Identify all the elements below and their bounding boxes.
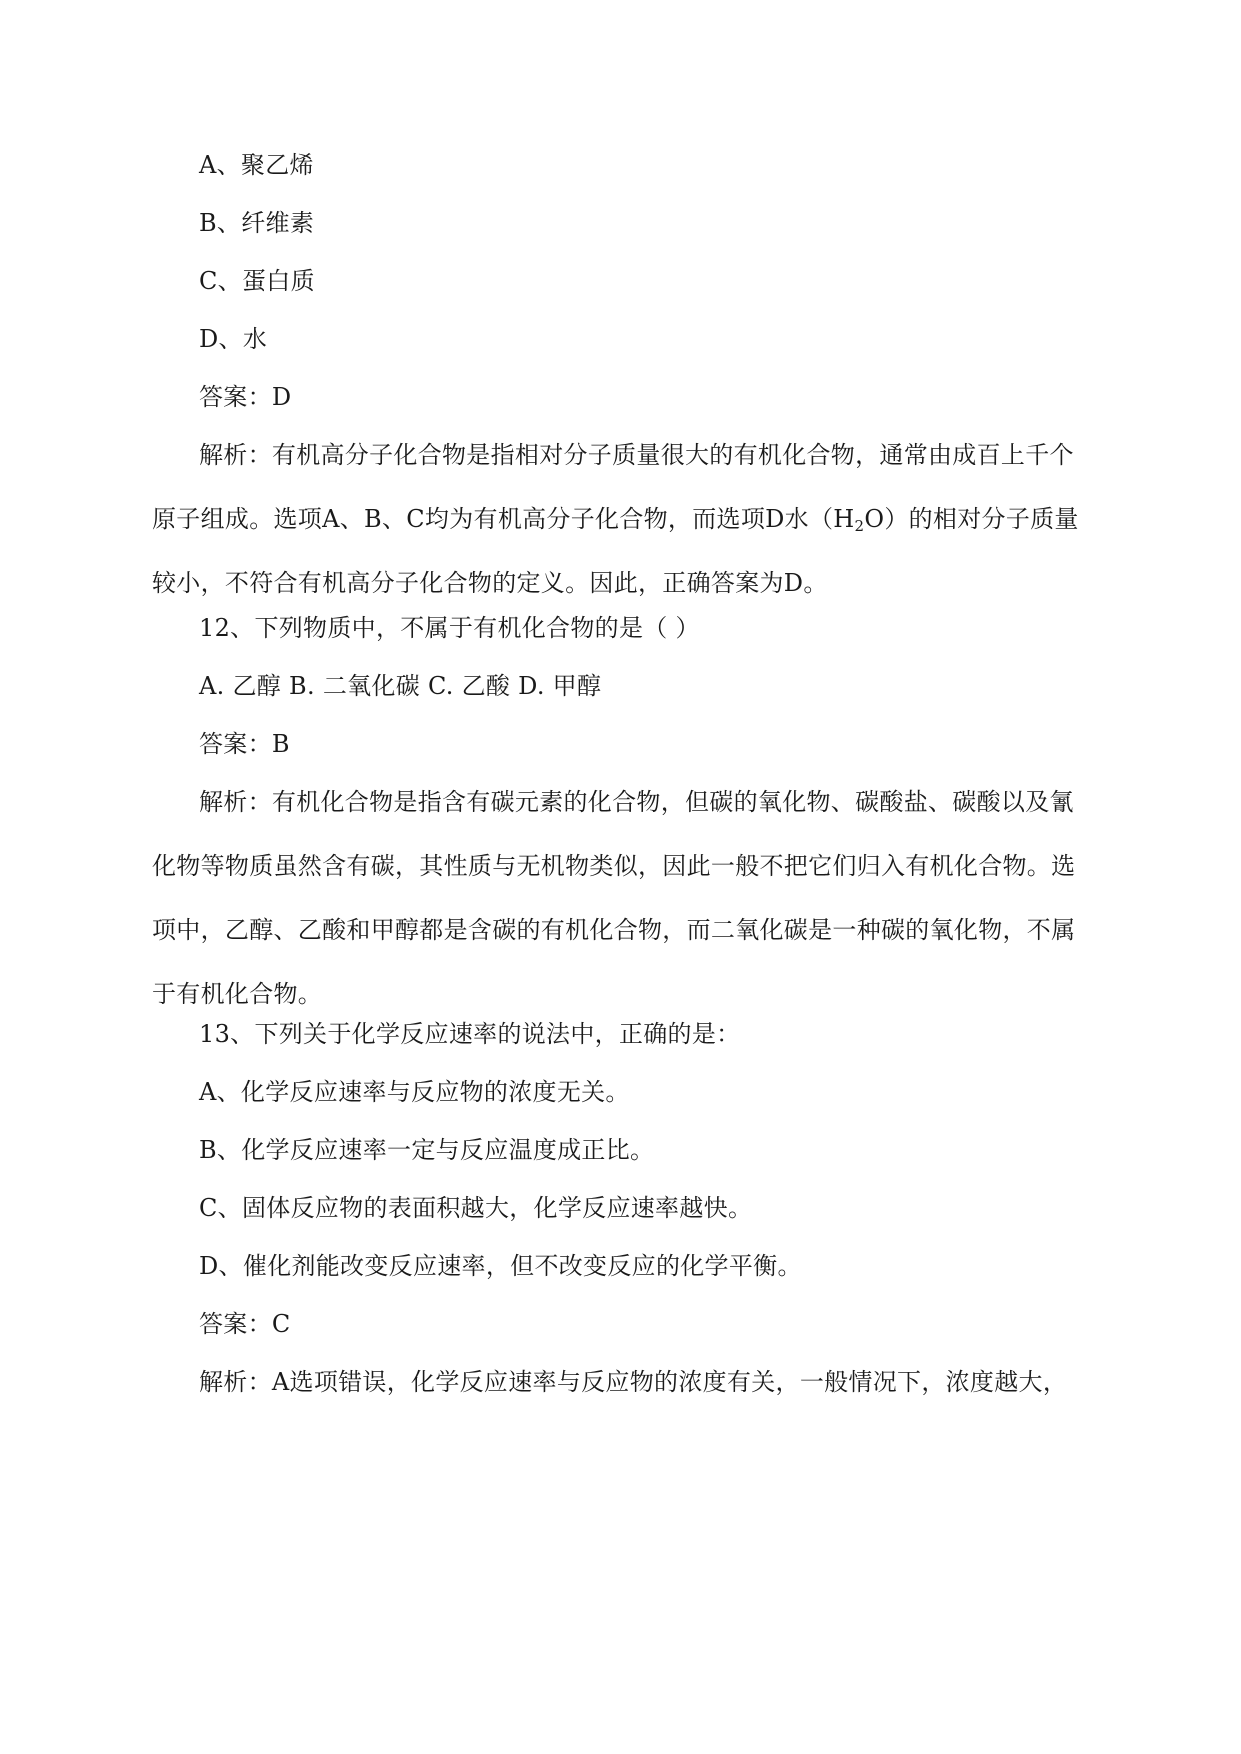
q13-option-b: B、化学反应速率一定与反应温度成正比。 (199, 1136, 655, 1164)
q13-option-c: C、固体反应物的表面积越大，化学反应速率越快。 (199, 1194, 753, 1222)
q12-stem: 12、下列物质中，不属于有机化合物的是（ ） (199, 614, 700, 642)
q11-option-b: B、纤维素 (199, 209, 315, 237)
q13-option-a: A、化学反应速率与反应物的浓度无关。 (199, 1078, 630, 1106)
q12-analysis-line-1: 解析：有机化合物是指含有碳元素的化合物，但碳的氧化物、碳酸盐、碳酸以及氰 (199, 788, 1074, 816)
q11-analysis-line-3: 较小，不符合有机高分子化合物的定义。因此，正确答案为D。 (152, 569, 828, 597)
q13-option-d: D、催化剂能改变反应速率，但不改变反应的化学平衡。 (199, 1252, 802, 1280)
q12-analysis-line-2: 化物等物质虽然含有碳，其性质与无机物类似，因此一般不把它们归入有机化合物。选 (152, 852, 1076, 880)
q11-option-d: D、水 (199, 325, 268, 353)
q11-analysis (152, 423, 1099, 615)
subscript-2: 2 (854, 517, 865, 535)
q13-stem: 13、下列关于化学反应速率的说法中，正确的是： (199, 1020, 741, 1048)
q12-answer: 答案：B (199, 730, 290, 758)
q12-options: A. 乙醇 B. 二氧化碳 C. 乙酸 D. 甲醇 (199, 672, 602, 700)
q11-option-c: C、蛋白质 (199, 267, 315, 295)
q13-analysis-line-1: 解析：A选项错误，化学反应速率与反应物的浓度有关，一般情况下，浓度越大， (199, 1368, 1068, 1396)
q11-analysis-line-1: 解析：有机高分子化合物是指相对分子质量很大的有机化合物，通常由成百上千个 (199, 441, 1074, 469)
q11-option-a: A、聚乙烯 (199, 151, 314, 179)
q12-analysis-line-3: 项中，乙醇、乙酸和甲醇都是含碳的有机化合物，而二氧化碳是一种碳的氧化物，不属 (152, 916, 1076, 944)
q12-analysis (152, 770, 1099, 1026)
q11-analysis-line-2: 原子组成。选项A、B、C均为有机高分子化合物，而选项D水$(H_2O)$的相对分子质量 (152, 505, 1079, 535)
q11-answer: 答案：D (199, 383, 292, 411)
q12-analysis-line-4: 于有机化合物。 (152, 980, 323, 1008)
q13-answer: 答案：C (199, 1310, 291, 1338)
